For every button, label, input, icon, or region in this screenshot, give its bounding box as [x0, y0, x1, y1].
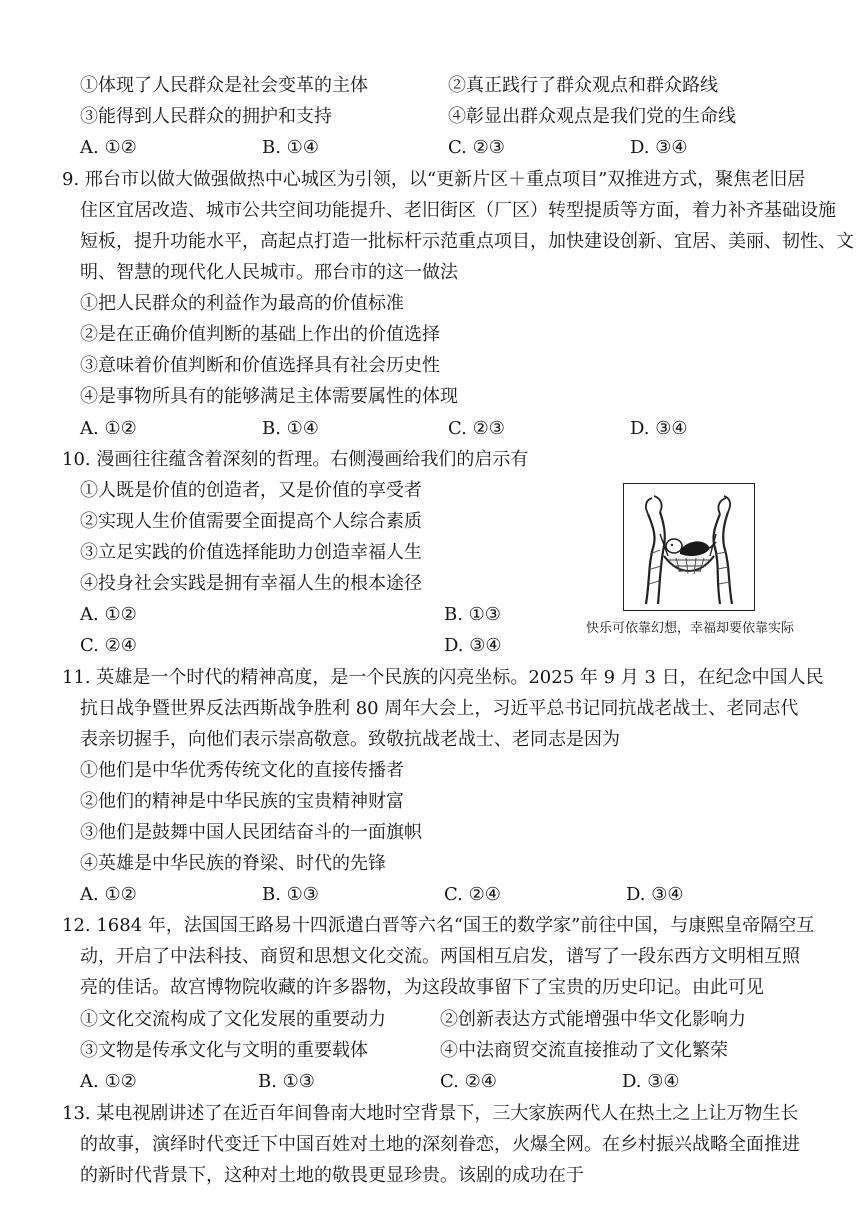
q8-option-c: C. ②③ — [448, 137, 505, 158]
q11-option-b: B. ①③ — [262, 884, 319, 905]
q9-statement-1: ①把人民群众的利益作为最高的价值标准 — [80, 293, 404, 314]
q10-statement-2: ②实现人生价值需要全面提高个人综合素质 — [80, 511, 422, 532]
q13-stem-line-1: 13. 某电视剧讲述了在近百年间鲁南大地时空背景下，三大家族两代人在热土之上让万物生长 — [62, 1103, 799, 1124]
q10-stem: 10. 漫画往往蕴含着深刻的哲理。右侧漫画给我们的启示有 — [62, 449, 529, 470]
q11-stem-line-2: 抗日战争暨世界反法西斯战争胜利 80 周年大会上，习近平总书记同抗战老战士、老同志代 — [80, 698, 799, 719]
q8-statement-3: ③能得到人民群众的拥护和支持 — [80, 106, 332, 127]
q9-statement-2: ②是在正确价值判断的基础上作出的价值选择 — [80, 324, 440, 345]
q10-option-a: A. ①② — [80, 604, 137, 625]
q9-stem-line-2: 住区宜居改造、城市公共空间功能提升、老旧街区（厂区）转型提质等方面，着力补齐基础设施 — [80, 200, 836, 221]
q12-option-d: D. ③④ — [622, 1071, 680, 1092]
q12-option-c: C. ②④ — [440, 1071, 497, 1092]
q8-statement-2: ②真正践行了群众观点和群众路线 — [448, 75, 718, 96]
q13-stem-line-3: 的新时代背景下，这种对土地的敬畏更显珍贵。该剧的成功在于 — [80, 1165, 584, 1186]
q10-statement-3: ③立足实践的价值选择能助力创造幸福人生 — [80, 542, 422, 563]
q11-statement-3: ③他们是鼓舞中国人民团结奋斗的一面旗帜 — [80, 822, 422, 843]
q12-option-b: B. ①③ — [258, 1071, 315, 1092]
q9-stem-line-4: 明、智慧的现代化人民城市。邢台市的这一做法 — [80, 262, 458, 283]
q10-statement-1: ①人既是价值的创造者，又是价值的享受者 — [80, 480, 422, 501]
q9-statement-3: ③意味着价值判断和价值选择具有社会历史性 — [80, 355, 440, 376]
q11-stem-line-1: 11. 英雄是一个时代的精神高度，是一个民族的闪亮坐标。2025 年 9 月 3 日，在纪念中国人民 — [62, 667, 824, 688]
q9-option-a: A. ①② — [80, 418, 137, 439]
q8-statement-1: ①体现了人民群众是社会变革的主体 — [80, 75, 368, 96]
q12-statement-2: ②创新表达方式能增强中华文化影响力 — [440, 1009, 746, 1030]
q8-statement-4: ④彰显出群众观点是我们党的生命线 — [448, 106, 736, 127]
q12-stem-line-1: 12. 1684 年，法国国王路易十四派遣白晋等六名“国王的数学家”前往中国，与康熙皇帝隔空互 — [62, 915, 815, 936]
q10-option-c: C. ②④ — [80, 635, 137, 656]
cartoon-image — [623, 483, 755, 611]
q13-stem-line-2: 的故事，演绎时代变迁下中国百姓对土地的深刻眷恋，火爆全网。在乡村振兴战略全面推进 — [80, 1134, 800, 1155]
q9-stem-line-3: 短板，提升功能水平，高起点打造一批标杆示范重点项目，加快建设创新、宜居、美丽、韧性、文 — [80, 231, 854, 252]
q12-stem-line-3: 亮的佳话。故宫博物院收藏的许多器物，为这段故事留下了宝贵的历史印记。由此可见 — [80, 977, 764, 998]
hammock-cartoon-icon — [624, 484, 753, 609]
q11-option-a: A. ①② — [80, 884, 137, 905]
q10-option-d: D. ③④ — [444, 635, 502, 656]
q11-statement-4: ④英雄是中华民族的脊梁、时代的先锋 — [80, 853, 386, 874]
q9-option-c: C. ②③ — [448, 418, 505, 439]
q12-stem-line-2: 动，开启了中法科技、商贸和思想文化交流。两国相互启发，谱写了一段东西方文明相互照 — [80, 946, 800, 967]
q12-option-a: A. ①② — [80, 1071, 137, 1092]
q8-option-a: A. ①② — [80, 137, 137, 158]
q9-statement-4: ④是事物所具有的能够满足主体需要属性的体现 — [80, 386, 458, 407]
q10-statement-4: ④投身社会实践是拥有幸福人生的根本途径 — [80, 573, 422, 594]
cartoon-caption: 快乐可依靠幻想，幸福却要依靠实际 — [586, 621, 795, 636]
q8-option-d: D. ③④ — [630, 137, 688, 158]
q8-option-b: B. ①④ — [262, 137, 319, 158]
q9-stem-line-1: 9. 邢台市以做大做强做热中心城区为引领，以“更新片区＋重点项目”双推进方式，聚焦老旧居 — [62, 169, 806, 190]
q11-statement-1: ①他们是中华优秀传统文化的直接传播者 — [80, 760, 404, 781]
q11-statement-2: ②他们的精神是中华民族的宝贵精神财富 — [80, 791, 404, 812]
q12-statement-3: ③文物是传承文化与文明的重要载体 — [80, 1040, 368, 1061]
q9-option-b: B. ①④ — [262, 418, 319, 439]
q11-stem-line-3: 表亲切握手，向他们表示崇高敬意。致敬抗战老战士、老同志是因为 — [80, 729, 620, 750]
q10-option-b: B. ①③ — [444, 604, 501, 625]
q11-option-c: C. ②④ — [444, 884, 501, 905]
q12-statement-1: ①文化交流构成了文化发展的重要动力 — [80, 1009, 386, 1030]
q11-option-d: D. ③④ — [626, 884, 684, 905]
q12-statement-4: ④中法商贸交流直接推动了文化繁荣 — [440, 1040, 728, 1061]
q9-option-d: D. ③④ — [630, 418, 688, 439]
